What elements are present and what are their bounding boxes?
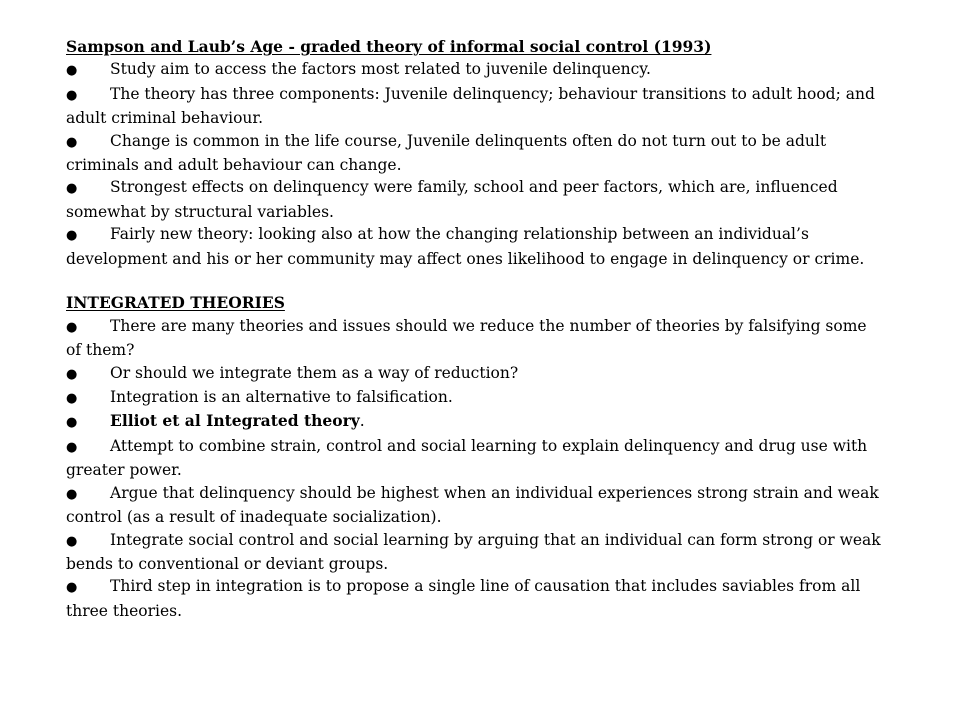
document-page: [66, 36, 886, 622]
bullet-icon: ●: [66, 228, 78, 244]
list-item: [66, 362, 886, 386]
list-item-text: Or should we integrate them as a way of reduction?: [110, 363, 519, 382]
list-item-text: Change is common in the life course, Juvenile delinquents often do not turn out to be adult criminals and adult behaviour can change.: [66, 131, 827, 175]
list-item: [66, 575, 886, 622]
list-item: [66, 482, 886, 529]
list-item-text: The theory has three components: Juvenile delinquency; behaviour transitions to adult hood; and adult criminal behaviour.: [66, 84, 875, 128]
list-item: [66, 435, 886, 482]
list-item-text: Study aim to access the factors most related to juvenile delinquency.: [110, 60, 651, 79]
bullet-icon: ●: [66, 439, 78, 455]
section-heading: INTEGRATED THEORIES: [66, 293, 285, 313]
list-item-text: Strongest effects on delinquency were family, school and peer factors, which are, influenced somewhat by structural variables.: [66, 178, 838, 221]
section-heading: Sampson and Laub’s Age - graded theory of informal social control (1993): [66, 37, 712, 56]
bullet-icon: ●: [66, 415, 78, 431]
list-item-text: Integrate social control and social learning by arguing that an individual can form strong or weak bends to conventional or deviant groups.: [66, 530, 881, 573]
bullet-icon: ●: [66, 580, 78, 596]
bullet-icon: ●: [66, 533, 78, 549]
list-item: [66, 223, 886, 270]
list-item: [66, 130, 886, 177]
bullet-icon: ●: [66, 319, 78, 335]
section-age-graded-theory: [66, 36, 886, 270]
list-item: [66, 58, 886, 82]
list-item: [66, 529, 886, 576]
list-item: [66, 315, 886, 362]
list-item: [66, 386, 886, 410]
bullet-icon: ●: [66, 486, 78, 502]
list-item-text: Fairly new theory: looking also at how the changing relationship between an individual’s development and his or her community may affect ones likelihood to engage in delinquency or crime.: [66, 225, 865, 268]
list-item: [66, 176, 886, 223]
list-item: [66, 83, 886, 130]
list-item-text: Third step in integration is to propose a single line of causation that includes saviables from all three theories.: [66, 577, 861, 620]
list-item-text: Attempt to combine strain, control and social learning to explain delinquency and drug use with greater power.: [66, 436, 868, 480]
list-item-text: Argue that delinquency should be highest when an individual experiences strong strain and weak control (as a result of inadequate socialization).: [66, 483, 879, 527]
bold-item-text: Elliot et al Integrated theory: [110, 411, 360, 431]
bullet-icon: ●: [66, 63, 78, 79]
bullet-icon: ●: [66, 391, 78, 407]
bold-item-suffix: .: [359, 412, 365, 431]
list-item-text: Integration is an alternative to falsification.: [110, 388, 453, 407]
list-item-bold: [66, 410, 886, 434]
section-integrated-theories: [66, 292, 886, 622]
bullet-icon: ●: [66, 87, 78, 103]
bullet-icon: ●: [66, 181, 78, 197]
list-item-text: There are many theories and issues should we reduce the number of theories by falsifying some of them?: [66, 316, 867, 360]
bullet-icon: ●: [66, 366, 78, 382]
bullet-icon: ●: [66, 134, 78, 150]
